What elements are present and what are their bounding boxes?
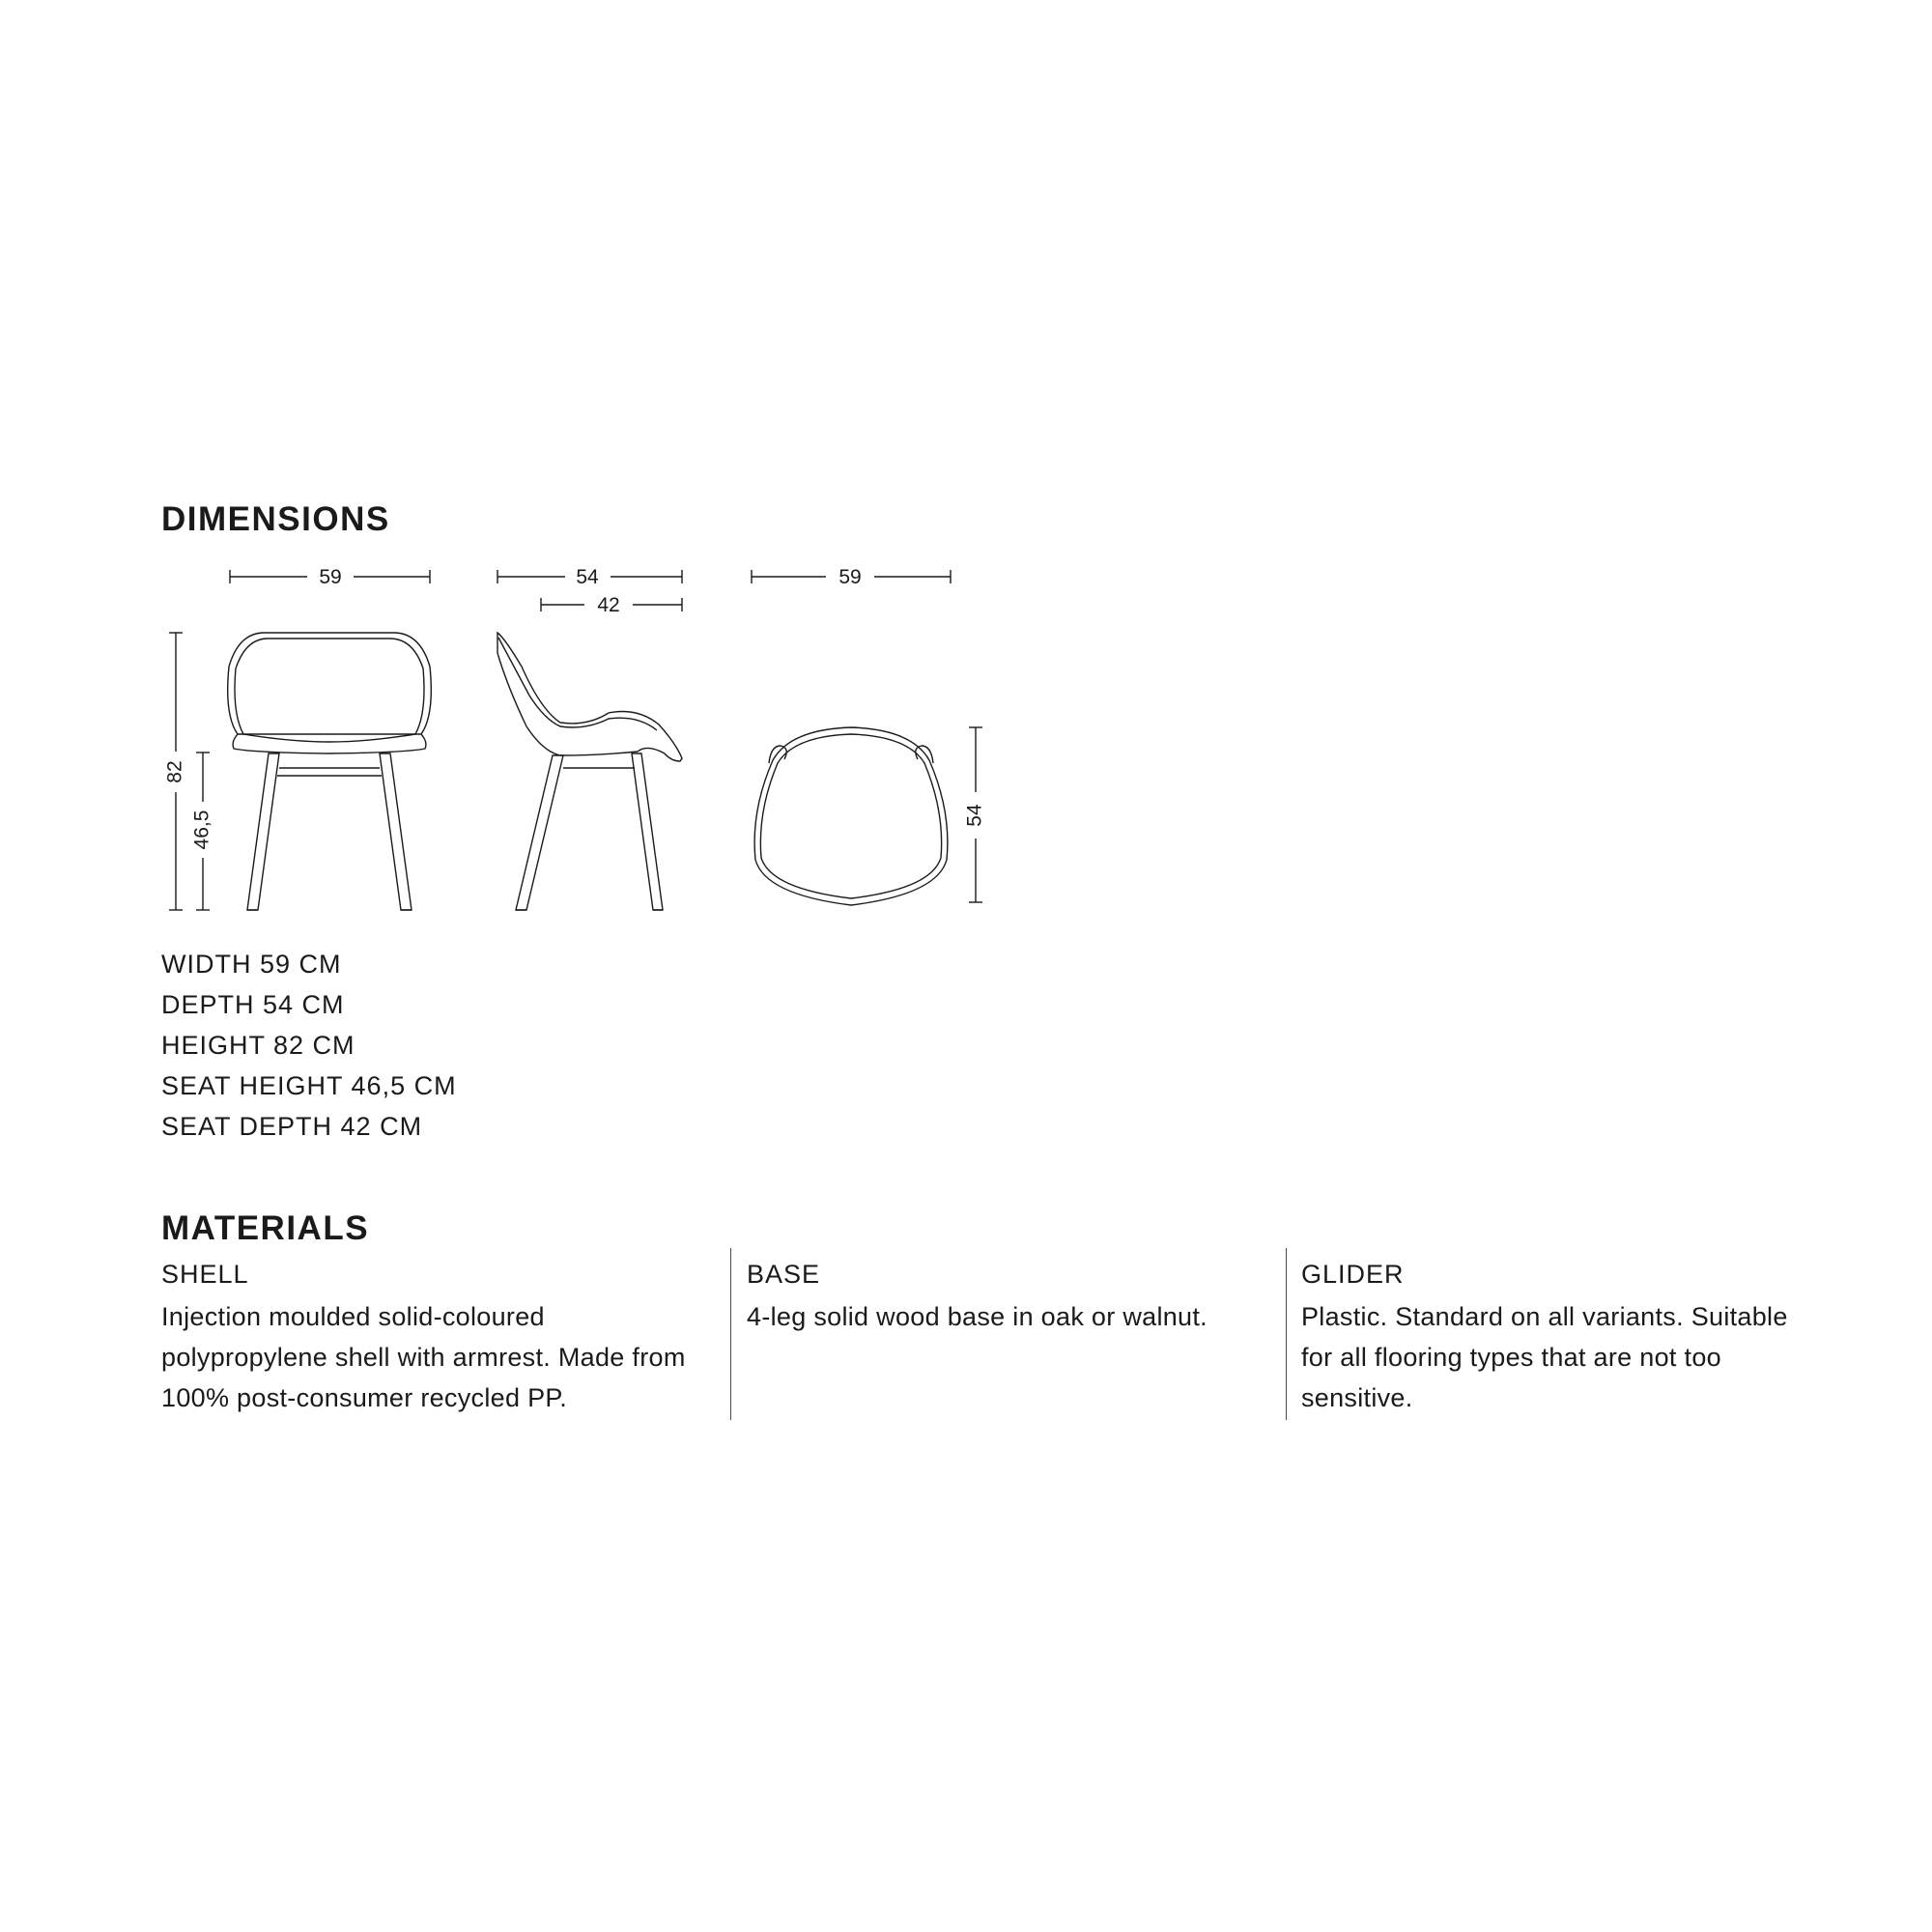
dimension-width: WIDTH 59 CM <box>161 950 342 979</box>
dimension-depth: DEPTH 54 CM <box>161 990 345 1019</box>
front-height-label: 82 <box>163 760 186 783</box>
dimension-height: HEIGHT 82 CM <box>161 1031 355 1060</box>
chair-side-view <box>497 633 682 910</box>
material-base-text: 4-leg solid wood base in oak or walnut. <box>747 1302 1208 1331</box>
material-shell-text: Injection moulded solid-coloured polypropylene shell with armrest. Made from 100% post-consumer recycled PP. <box>161 1302 686 1412</box>
top-width-label: 59 <box>838 566 862 588</box>
material-base-label: BASE <box>747 1260 821 1289</box>
dimensions-heading: DIMENSIONS <box>161 500 390 538</box>
side-depth-label: 54 <box>576 566 599 588</box>
material-glider-label: GLIDER <box>1301 1260 1405 1289</box>
side-seat-depth-label: 42 <box>597 594 620 616</box>
chair-top-view <box>754 727 948 905</box>
material-glider-text: Plastic. Standard on all variants. Suitable for all flooring types that are not too sensitive. <box>1301 1302 1788 1412</box>
material-base <box>747 1254 1288 1337</box>
front-width-label: 59 <box>319 566 342 588</box>
dimension-seat-height: SEAT HEIGHT 46,5 CM <box>161 1071 457 1100</box>
top-depth-label: 54 <box>963 804 986 827</box>
chair-front-view <box>228 633 432 910</box>
dimensions-list <box>161 944 457 1147</box>
front-seat-height-label: 46,5 <box>190 810 213 850</box>
column-divider <box>730 1248 731 1420</box>
material-shell-label: SHELL <box>161 1260 249 1289</box>
material-glider <box>1301 1254 1823 1418</box>
materials-heading: MATERIALS <box>161 1209 370 1247</box>
column-divider <box>1286 1248 1287 1420</box>
dimension-seat-depth: SEAT DEPTH 42 CM <box>161 1112 423 1141</box>
material-shell <box>161 1254 702 1418</box>
